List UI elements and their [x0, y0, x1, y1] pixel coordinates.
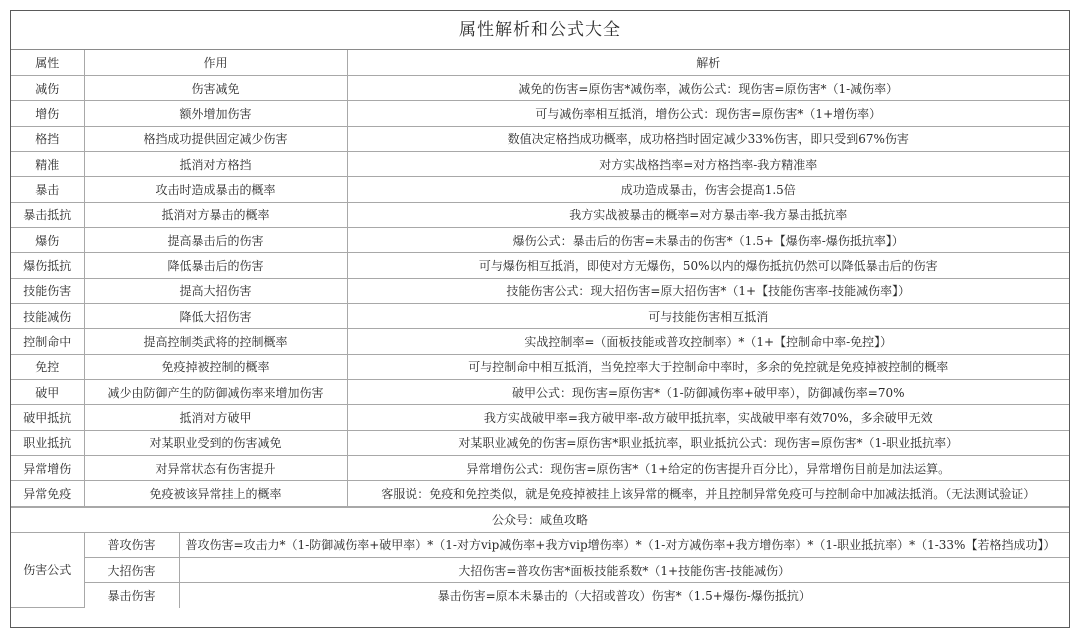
table-row — [11, 354, 1069, 379]
formula-name-cell: 普攻伤害 — [84, 533, 179, 558]
effect-cell: 攻击时造成暴击的概率 — [84, 177, 347, 202]
effect-cell: 提高暴击后的伤害 — [84, 227, 347, 252]
formula-name-cell: 暴击伤害 — [84, 583, 179, 608]
table-row — [11, 177, 1069, 202]
analysis-cell: 实战控制率=（面板技能或普攻控制率）*（1+【控制命中率-免控】） — [347, 329, 1069, 354]
analysis-cell: 异常增伤公式：现伤害=原伤害*（1+给定的伤害提升百分比），异常增伤目前是加法运算。 — [347, 456, 1069, 481]
attribute-cell: 免控 — [11, 354, 84, 379]
table-row — [11, 278, 1069, 303]
attribute-cell: 增伤 — [11, 101, 84, 126]
formula-row — [11, 583, 1069, 608]
effect-cell: 抵消对方暴击的概率 — [84, 202, 347, 227]
table-row — [11, 303, 1069, 328]
attribute-cell: 异常增伤 — [11, 456, 84, 481]
effect-cell: 额外增加伤害 — [84, 101, 347, 126]
analysis-cell: 对某职业减免的伤害=原伤害*职业抵抗率，职业抵抗公式：现伤害=原伤害*（1-职业抵抗率） — [347, 430, 1069, 455]
table-row — [11, 75, 1069, 100]
analysis-cell: 可与爆伤相互抵消，即使对方无爆伤，50%以内的爆伤抵抗仍然可以降低暴击后的伤害 — [347, 253, 1069, 278]
table-row — [11, 151, 1069, 176]
formula-text-cell: 普攻伤害=攻击力*（1-防御减伤率+破甲率）*（1-对方vip减伤率+我方vip增伤率）*（1-对方减伤率+我方增伤率）*（1-职业抵抗率）*（1-33%【若格挡成功】） — [179, 533, 1069, 558]
notice-line: 公众号：咸鱼攻略 — [11, 507, 1069, 533]
table-row — [11, 329, 1069, 354]
analysis-cell: 我方实战被暴击的概率=对方暴击率-我方暴击抵抗率 — [347, 202, 1069, 227]
analysis-cell: 破甲公式：现伤害=原伤害*（1-防御减伤率+破甲率），防御减伤率=70% — [347, 379, 1069, 404]
effect-cell: 降低大招伤害 — [84, 303, 347, 328]
attribute-cell: 爆伤 — [11, 227, 84, 252]
analysis-cell: 可与技能伤害相互抵消 — [347, 303, 1069, 328]
table-row — [11, 101, 1069, 126]
attribute-cell: 技能伤害 — [11, 278, 84, 303]
effect-cell: 抵消对方破甲 — [84, 405, 347, 430]
analysis-cell: 数值决定格挡成功概率，成功格挡时固定减少33%伤害，即只受到67%伤害 — [347, 126, 1069, 151]
attribute-cell: 暴击抵抗 — [11, 202, 84, 227]
effect-cell: 提高大招伤害 — [84, 278, 347, 303]
sheet-title: 属性解析和公式大全 — [11, 11, 1069, 50]
attribute-cell: 爆伤抵抗 — [11, 253, 84, 278]
formula-table — [11, 533, 1069, 609]
analysis-cell: 客服说：免疫和免控类似，就是免疫掉被挂上该异常的概率，并且控制异常免疫可与控制命中加减法抵消。（无法测试验证） — [347, 481, 1069, 506]
attribute-cell: 职业抵抗 — [11, 430, 84, 455]
header-analysis: 解析 — [347, 50, 1069, 75]
analysis-cell: 可与控制命中相互抵消，当免控率大于控制命中率时，多余的免控就是免疫掉被控制的概率 — [347, 354, 1069, 379]
table-row — [11, 379, 1069, 404]
analysis-cell: 对方实战格挡率=对方格挡率-我方精准率 — [347, 151, 1069, 176]
header-effect: 作用 — [84, 50, 347, 75]
table-row — [11, 253, 1069, 278]
effect-cell: 减少由防御产生的防御减伤率来增加伤害 — [84, 379, 347, 404]
attribute-cell: 技能减伤 — [11, 303, 84, 328]
table-row — [11, 430, 1069, 455]
attribute-cell: 减伤 — [11, 75, 84, 100]
effect-cell: 对某职业受到的伤害减免 — [84, 430, 347, 455]
effect-cell: 格挡成功提供固定减少伤害 — [84, 126, 347, 151]
attribute-cell: 暴击 — [11, 177, 84, 202]
analysis-cell: 技能伤害公式：现大招伤害=原大招伤害*（1+【技能伤害率-技能减伤率】） — [347, 278, 1069, 303]
table-row — [11, 202, 1069, 227]
analysis-cell: 成功造成暴击，伤害会提高1.5倍 — [347, 177, 1069, 202]
attribute-cell: 精准 — [11, 151, 84, 176]
analysis-cell: 减免的伤害=原伤害*减伤率，减伤公式：现伤害=原伤害*（1-减伤率） — [347, 75, 1069, 100]
attribute-cell: 异常免疫 — [11, 481, 84, 506]
table-row — [11, 456, 1069, 481]
formula-name-cell: 大招伤害 — [84, 558, 179, 583]
attribute-sheet — [10, 10, 1070, 628]
analysis-cell: 可与减伤率相互抵消，增伤公式：现伤害=原伤害*（1+增伤率） — [347, 101, 1069, 126]
effect-cell: 伤害减免 — [84, 75, 347, 100]
header-attribute: 属性 — [11, 50, 84, 75]
formula-label: 伤害公式 — [11, 533, 84, 608]
formula-row — [11, 533, 1069, 558]
table-row — [11, 405, 1069, 430]
attribute-table — [11, 50, 1069, 507]
attribute-cell: 格挡 — [11, 126, 84, 151]
effect-cell: 抵消对方格挡 — [84, 151, 347, 176]
attribute-cell: 破甲抵抗 — [11, 405, 84, 430]
analysis-cell: 爆伤公式：暴击后的伤害=未暴击的伤害*（1.5+【爆伤率-爆伤抵抗率】） — [347, 227, 1069, 252]
table-header-row — [11, 50, 1069, 75]
attribute-cell: 破甲 — [11, 379, 84, 404]
table-row — [11, 481, 1069, 506]
attribute-cell: 控制命中 — [11, 329, 84, 354]
formula-text-cell: 暴击伤害=原本未暴击的（大招或普攻）伤害*（1.5+爆伤-爆伤抵抗） — [179, 583, 1069, 608]
table-row — [11, 227, 1069, 252]
formula-text-cell: 大招伤害=普攻伤害*面板技能系数*（1+技能伤害-技能减伤） — [179, 558, 1069, 583]
analysis-cell: 我方实战破甲率=我方破甲率-敌方破甲抵抗率，实战破甲率有效70%，多余破甲无效 — [347, 405, 1069, 430]
formula-row — [11, 558, 1069, 583]
effect-cell: 免疫掉被控制的概率 — [84, 354, 347, 379]
effect-cell: 降低暴击后的伤害 — [84, 253, 347, 278]
effect-cell: 对异常状态有伤害提升 — [84, 456, 347, 481]
effect-cell: 免疫被该异常挂上的概率 — [84, 481, 347, 506]
table-row — [11, 126, 1069, 151]
effect-cell: 提高控制类武将的控制概率 — [84, 329, 347, 354]
